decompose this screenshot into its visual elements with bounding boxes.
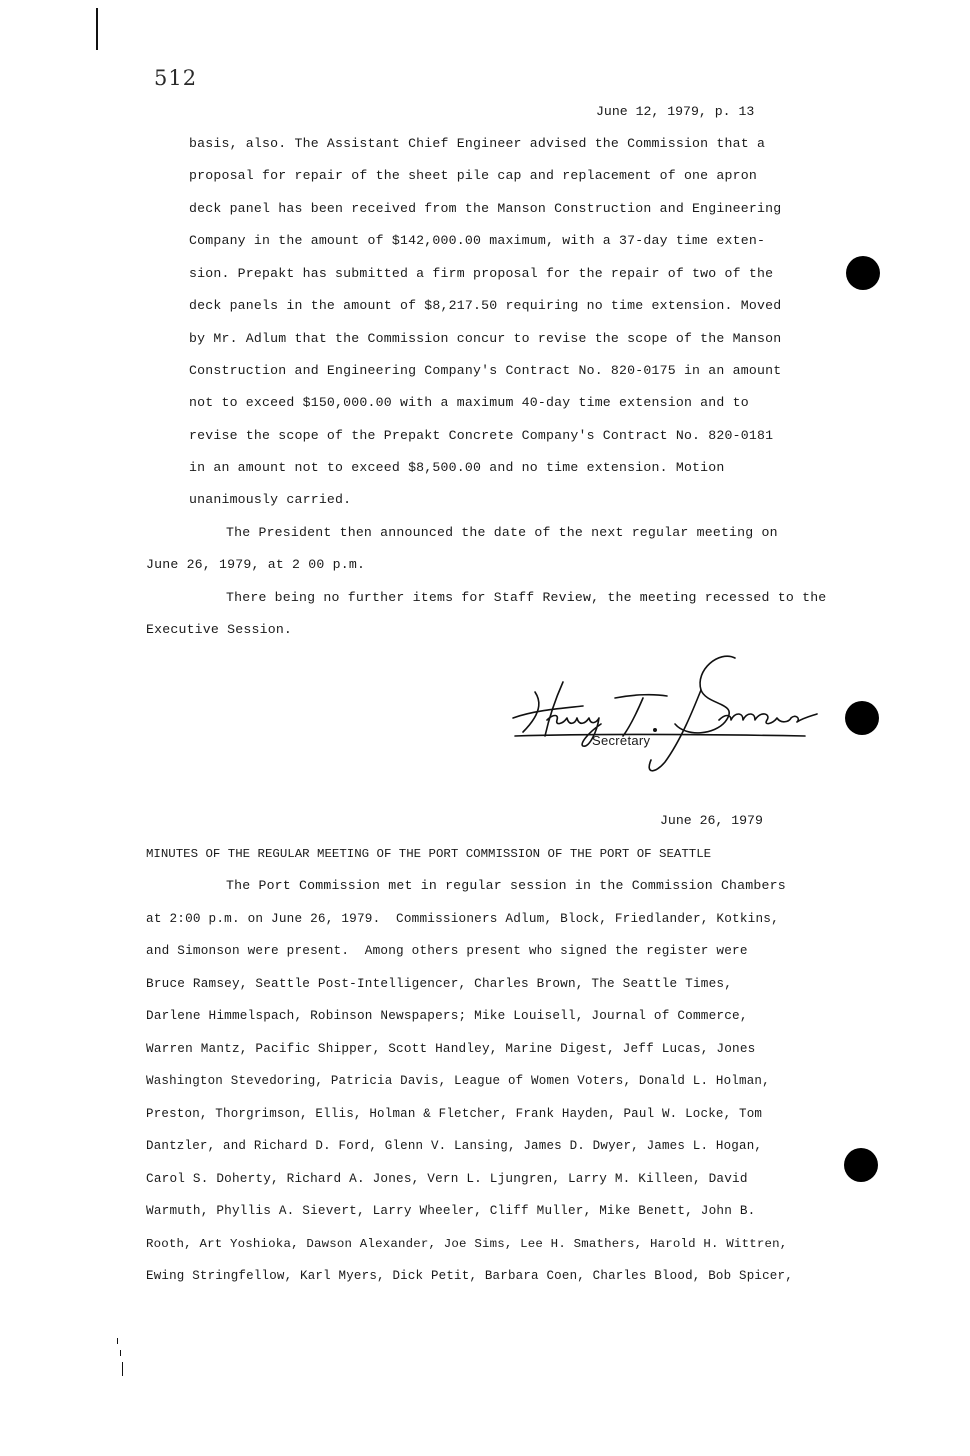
body-line: Darlene Himmelspach, Robinson Newspapers; Mike Louisell, Journal of Commerce, xyxy=(146,1008,748,1023)
margin-mark-bottom-2 xyxy=(120,1350,121,1356)
body-line: Rooth, Art Yoshioka, Dawson Alexander, Joe Sims, Lee H. Smathers, Harold H. Wittren, xyxy=(146,1237,788,1251)
body-line: The Port Commission met in regular session in the Commission Chambers xyxy=(226,878,786,893)
body-line: sion. Prepakt has submitted a firm proposal for the repair of two of the xyxy=(189,266,774,281)
signature-title: Secretary xyxy=(592,733,651,748)
body-line: deck panels in the amount of $8,217.50 requiring no time extension. Moved xyxy=(189,298,782,313)
body-line: unanimously carried. xyxy=(189,492,352,507)
page-number: 512 xyxy=(154,66,198,90)
body-line: in an amount not to exceed $8,500.00 and no time extension. Motion xyxy=(189,460,725,475)
body-line: There being no further items for Staff Review, the meeting recessed to the xyxy=(226,590,827,605)
body-line: June 26, 1979, at 2 00 p.m. xyxy=(146,557,366,572)
punch-hole-bottom xyxy=(844,1148,878,1182)
meeting-date: June 26, 1979 xyxy=(660,813,763,828)
body-line: deck panel has been received from the Manson Construction and Engineering xyxy=(189,201,782,216)
header-date: June 12, 1979, p. 13 xyxy=(596,104,755,119)
body-line: proposal for repair of the sheet pile cap and replacement of one apron xyxy=(189,168,757,183)
margin-mark-top xyxy=(96,8,98,50)
body-line: Dantzler, and Richard D. Ford, Glenn V. Lansing, James D. Dwyer, James L. Hogan, xyxy=(146,1139,763,1153)
body-line: The President then announced the date of the next regular meeting on xyxy=(226,525,778,540)
body-line: Executive Session. xyxy=(146,622,293,637)
body-line: Company in the amount of $142,000.00 maximum, with a 37-day time exten- xyxy=(189,233,766,248)
body-line: not to exceed $150,000.00 with a maximum 40-day time extension and to xyxy=(189,395,749,410)
body-line: Washington Stevedoring, Patricia Davis, League of Women Voters, Donald L. Holman, xyxy=(146,1074,770,1088)
body-line: at 2:00 p.m. on June 26, 1979. Commissioners Adlum, Block, Friedlander, Kotkins, xyxy=(146,911,779,926)
body-line: Warmuth, Phyllis A. Sievert, Larry Wheeler, Cliff Muller, Mike Benett, John B. xyxy=(146,1203,756,1218)
signature-image xyxy=(505,640,825,780)
minutes-heading: MINUTES OF THE REGULAR MEETING OF THE PORT COMMISSION OF THE PORT OF SEATTLE xyxy=(146,847,712,861)
body-line: Ewing Stringfellow, Karl Myers, Dick Petit, Barbara Coen, Charles Blood, Bob Spicer, xyxy=(146,1269,793,1283)
body-line: and Simonson were present. Among others present who signed the register were xyxy=(146,943,748,958)
body-line: by Mr. Adlum that the Commission concur to revise the scope of the Manson xyxy=(189,331,782,346)
body-line: revise the scope of the Prepakt Concrete Company's Contract No. 820-0181 xyxy=(189,428,774,443)
body-line: Construction and Engineering Company's Contract No. 820-0175 in an amount xyxy=(189,363,782,378)
punch-hole-top xyxy=(846,256,880,290)
margin-mark-bottom-3 xyxy=(122,1362,123,1376)
body-line: Preston, Thorgrimson, Ellis, Holman & Fletcher, Frank Hayden, Paul W. Locke, Tom xyxy=(146,1107,763,1121)
body-line: Bruce Ramsey, Seattle Post-Intelligencer, Charles Brown, The Seattle Times, xyxy=(146,976,733,991)
body-line: Warren Mantz, Pacific Shipper, Scott Handley, Marine Digest, Jeff Lucas, Jones xyxy=(146,1041,756,1056)
punch-hole-middle xyxy=(845,701,879,735)
body-line: basis, also. The Assistant Chief Engineer advised the Commission that a xyxy=(189,136,766,151)
body-line: Carol S. Doherty, Richard A. Jones, Vern L. Ljungren, Larry M. Killeen, David xyxy=(146,1171,748,1186)
margin-mark-bottom-1 xyxy=(117,1338,118,1344)
